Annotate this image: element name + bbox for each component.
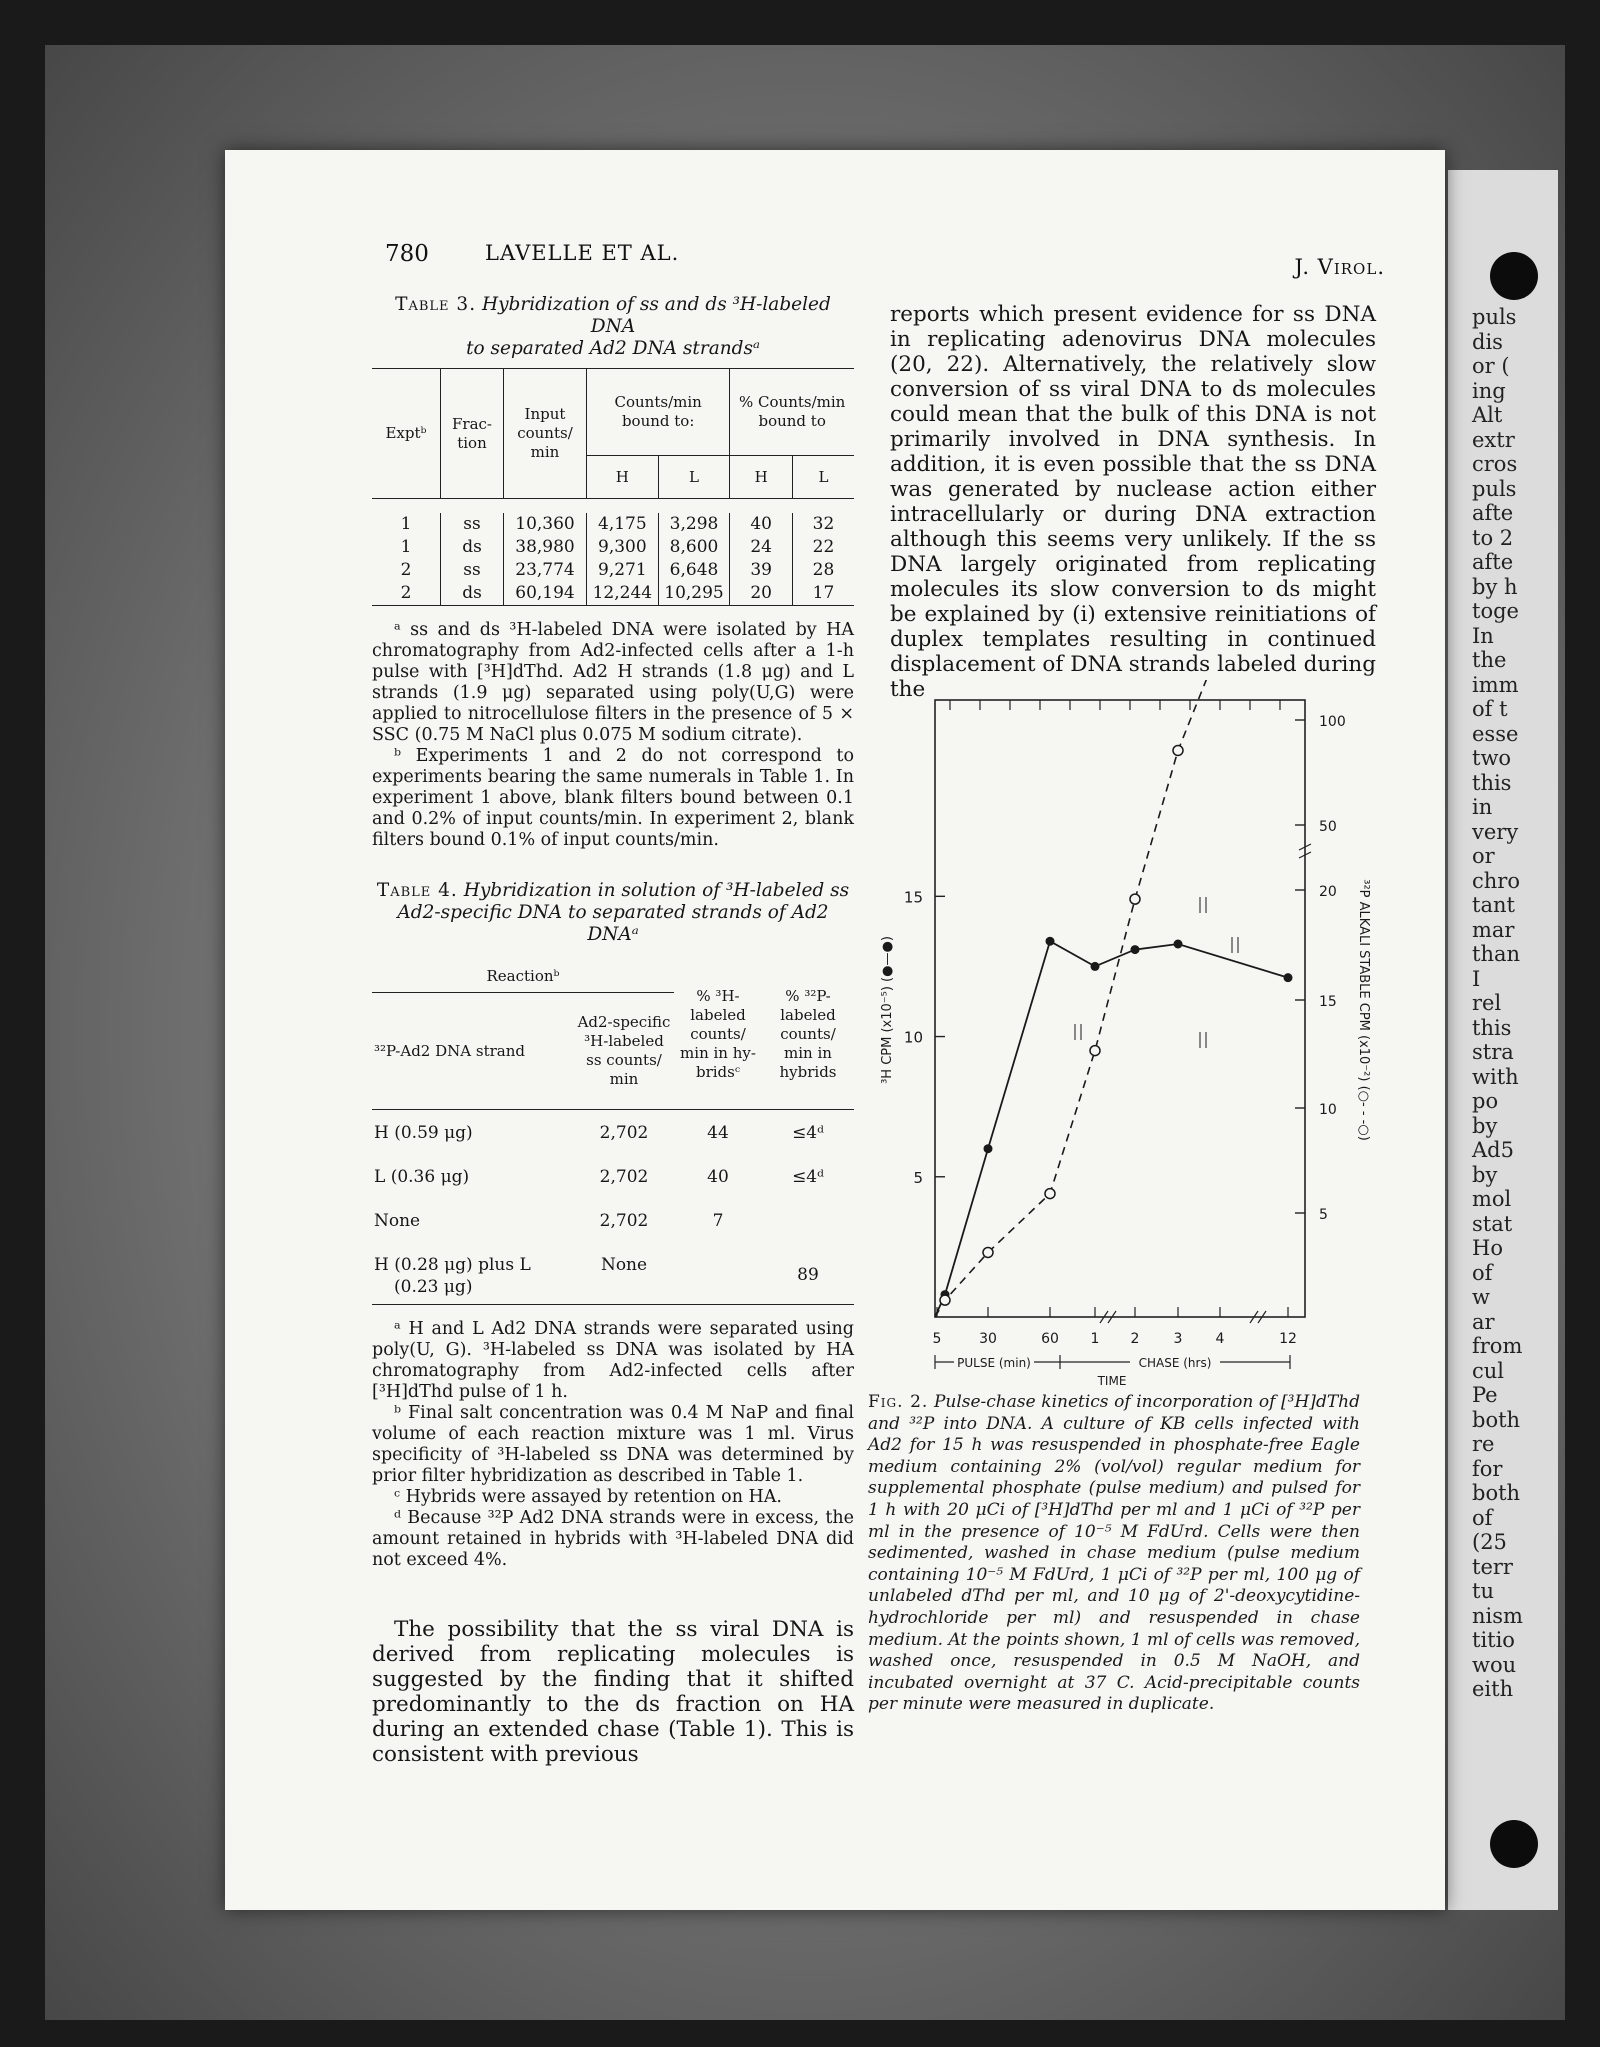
adjacent-page-fragment: this: [1472, 1015, 1512, 1040]
adjacent-page-fragment: with: [1472, 1064, 1519, 1089]
adjacent-page-fragment: dis: [1472, 329, 1503, 354]
y-right-tick-label: 5: [1319, 1207, 1328, 1223]
adjacent-page-text: [1448, 170, 1558, 1702]
table-row: None 2,702 7: [374, 1211, 724, 1231]
series-3h-point: [1131, 945, 1140, 954]
adjacent-page-fragment: by: [1472, 1162, 1498, 1187]
adjacent-page-fragment: by: [1472, 1113, 1498, 1138]
line-break-mark: [1075, 1024, 1081, 1040]
table-row: 2 ds 60,194 12,244 10,295 20 17: [372, 582, 854, 606]
adjacent-page-fragment: eith: [1472, 1677, 1514, 1701]
adjacent-page-fragment: po: [1472, 1089, 1499, 1113]
adjacent-page-fragment: puls: [1472, 305, 1517, 329]
table-row: H (0.28 μg) plus L (0.23 μg) None 89: [372, 1254, 854, 1305]
t4-footnote-c: ᶜ Hybrids were assayed by retention on HA.: [394, 1487, 782, 1507]
adjacent-page-fragment: rel: [1472, 991, 1502, 1015]
x-tick-label: 4: [1215, 1331, 1225, 1347]
page-number: 780: [385, 241, 429, 267]
series-32p-point: [1173, 745, 1183, 755]
series-32p-line: [935, 680, 1288, 1317]
adjacent-page-fragment: cros: [1472, 452, 1518, 476]
adjacent-page-fragment: In: [1472, 623, 1494, 648]
adjacent-page-fragment: the: [1472, 648, 1507, 672]
adjacent-page-fragment: tu: [1472, 1579, 1494, 1603]
t3-footnote-a: ᵃ ss and ds ³H-labeled DNA were isolated by HA chromatography from Ad2-infected cells after a 1-h pulse with [³H]dThd. Ad2 H strands (1.8 μg) and L strands (1.9 μg) separated using poly(U,G) were applied to nitrocellulose filters in the presence of 5 × SSC (0.75 M NaCl plus 0.075 M sodium citrate).: [372, 620, 854, 745]
pulse-label: PULSE (min): [957, 1356, 1031, 1370]
running-header: [385, 241, 1385, 279]
table4-caption: Table 4. Hybridization in solution of ³H-labeled ss Ad2-specific DNA to separated strands of Ad2 DNAᵃ: [376, 880, 850, 945]
adjacent-page-fragment: afte: [1472, 501, 1514, 525]
series-32p-point: [1045, 1189, 1055, 1199]
t4-col-strand: ³²P-Ad2 DNA strand: [372, 993, 574, 1110]
y-right-tick-label: 50: [1319, 819, 1337, 835]
adjacent-page-strip: [1448, 170, 1558, 1910]
adjacent-page-fragment: or: [1472, 844, 1495, 868]
adjacent-page-fragment: by h: [1472, 574, 1518, 599]
adjacent-page-fragment: very: [1472, 819, 1519, 844]
series-3h-point: [1046, 937, 1055, 946]
x-axis-label: TIME: [1097, 1374, 1127, 1388]
t3-col-input: Input counts/ min: [504, 369, 587, 499]
t3-sub-pl: L: [792, 456, 854, 499]
adjacent-page-fragment: mar: [1472, 917, 1515, 942]
adjacent-page-fragment: two: [1472, 746, 1512, 770]
y-right-tick-label: 10: [1319, 1102, 1337, 1118]
line-break-mark: [1200, 1032, 1206, 1048]
x-tick-label: 12: [1279, 1331, 1297, 1347]
adjacent-page-fragment: of t: [1472, 697, 1508, 721]
t4-footnote-a: ᵃ H and L Ad2 DNA strands were separated using poly(U, G). ³H-labeled ss DNA was isolated by HA chromatography from Ad2-infected cells after [³H]dThd pulse of 1 h.: [372, 1319, 854, 1402]
table-row: L (0.36 μg) 2,702 40 ≤4ᵈ: [374, 1167, 824, 1187]
adjacent-page-fragment: chro: [1472, 868, 1520, 893]
y-left-tick-label: 10: [903, 1028, 923, 1047]
x-tick-label: 30: [979, 1331, 997, 1347]
pulse-chase-chart: [870, 680, 1400, 1390]
adjacent-page-fragment: both: [1472, 1407, 1521, 1432]
y-right-axis-label: ³²P ALKALI STABLE CPM (x10⁻²) (○- - -○): [1356, 879, 1371, 1141]
table3-footnotes: [372, 620, 854, 851]
table4-block: [372, 880, 854, 1571]
y-left-axis-label: ³H CPM (x10⁻⁵) (●—●): [880, 936, 895, 1084]
table4: [372, 960, 854, 1305]
table3-caption: Table 3. Hybridization of ss and ds ³H-labeled DNA to separated Ad2 DNA strandsᵃ: [395, 294, 831, 359]
t3-sub-h: H: [587, 456, 659, 499]
adjacent-page-fragment: ing: [1472, 378, 1506, 403]
plot-frame: [935, 700, 1305, 1317]
series-3h-point: [1091, 962, 1100, 971]
y-left-tick-label: 15: [903, 888, 923, 907]
adjacent-page-fragment: extr: [1472, 427, 1515, 452]
adjacent-page-fragment: ar: [1472, 1309, 1495, 1334]
adjacent-page-fragment: nism: [1472, 1603, 1523, 1628]
right-body-text: reports which present evidence for ss DNA in replicating adenovirus DNA molecules (20, 22). Alternatively, the relatively slow conversion of ss viral DNA to ds molecules could mean that the bulk of this DNA is not primarily involved in DNA synthesis. In addition, it is even possible that the ss DNA was generated by nuclease action either intracellularly or during DNA extraction although this seems very unlikely. If the ss DNA largely originated from replicating molecules its slow conversion to ds might be explained by (i) extensive reinitiations of duplex templates resulting in continued displacement of DNA strands labeled during the: [890, 302, 1376, 702]
t4-col-reaction: Reactionᵇ: [372, 960, 674, 993]
adjacent-page-fragment: this: [1472, 770, 1512, 795]
binder-hole-bottom: [1490, 1820, 1538, 1868]
left-body-text: The possibility that the ss viral DNA is derived from replicating molecules is suggested by the finding that it shifted predominantly to the ds fraction on HA during an extended chase (Table 1). This is consistent with previous: [372, 1617, 854, 1767]
table4-footnotes: [372, 1319, 854, 1571]
table-row: 2 ss 23,774 9,271 6,648 39 28: [372, 559, 854, 582]
y-right-tick-label: 15: [1319, 994, 1337, 1010]
adjacent-page-fragment: Pe: [1472, 1383, 1498, 1407]
adjacent-page-fragment: tant: [1472, 893, 1515, 917]
y-right-tick-label: 100: [1319, 714, 1346, 730]
adjacent-page-fragment: than: [1472, 942, 1521, 966]
series-32p-point: [1090, 1046, 1100, 1056]
table-row: 1 ss 10,360 4,175 3,298 40 32: [372, 513, 854, 536]
series-3h-point: [1174, 939, 1183, 948]
t3-col-counts: Counts/min bound to:: [587, 369, 730, 456]
t4-col-32p: % ³²P-labeled counts/ min in hybrids: [762, 960, 854, 1110]
series-32p-point: [1130, 894, 1140, 904]
adjacent-page-fragment: puls: [1472, 476, 1517, 501]
series-3h-line: [935, 941, 1288, 1317]
adjacent-page-fragment: re: [1472, 1432, 1495, 1456]
x-tick-label: 60: [1041, 1331, 1059, 1347]
adjacent-page-fragment: Ad5: [1472, 1138, 1514, 1162]
adjacent-page-fragment: w: [1472, 1285, 1490, 1309]
chase-label: CHASE (hrs): [1138, 1356, 1212, 1370]
table3-block: [372, 294, 854, 851]
adjacent-page-fragment: or (: [1472, 354, 1510, 378]
table3: [372, 368, 854, 606]
adjacent-page-fragment: afte: [1472, 550, 1514, 574]
adjacent-page-fragment: of: [1472, 1260, 1493, 1285]
figure-2: [870, 680, 1400, 1390]
series-3h-point: [984, 1144, 993, 1153]
adjacent-page-fragment: to 2: [1472, 525, 1514, 550]
y-left-tick-label: 5: [913, 1168, 923, 1187]
adjacent-page-fragment: wou: [1472, 1652, 1517, 1677]
adjacent-page-fragment: of: [1472, 1505, 1493, 1530]
adjacent-page-fragment: I: [1472, 966, 1481, 991]
adjacent-page-fragment: Ho: [1472, 1236, 1503, 1260]
t3-sub-ph: H: [730, 456, 793, 499]
t4-col-3h: % ³H-labeled counts/ min in hy-bridsᶜ: [674, 960, 762, 1110]
adjacent-page-fragment: for: [1472, 1456, 1503, 1481]
x-tick-label: 2: [1130, 1331, 1140, 1347]
x-tick-label: 3: [1173, 1331, 1183, 1347]
line-break-mark: [1200, 897, 1206, 913]
t3-footnote-b: ᵇ Experiments 1 and 2 do not correspond to experiments bearing the same numerals in Table 1. In experiment 1 above, blank filters bound between 0.1 and 0.2% of input counts/min. In experiment 2, blank filters bound 0.1% of input counts/min.: [372, 746, 854, 850]
series-3h-point: [1284, 973, 1293, 982]
series-32p-point: [983, 1247, 993, 1257]
t3-col-expt: Exptᵇ: [372, 369, 441, 499]
t3-col-pct: % Counts/min bound to: [730, 369, 854, 456]
x-tick-label: 1: [1090, 1331, 1100, 1347]
adjacent-page-fragment: toge: [1472, 599, 1519, 623]
adjacent-page-fragment: from: [1472, 1334, 1523, 1358]
journal-name: J. Virol.: [1294, 255, 1385, 279]
adjacent-page-fragment: terr: [1472, 1554, 1513, 1579]
running-authors: LAVELLE ET AL.: [485, 241, 680, 265]
binder-hole-top: [1490, 252, 1538, 300]
adjacent-page-fragment: (25: [1472, 1530, 1507, 1554]
t4-footnote-b: ᵇ Final salt concentration was 0.4 M NaP and final volume of each reaction mixture was 1 ml. Virus specificity of ³H-labeled ss DNA was determined by prior filter hybridization as described in Table 1.: [372, 1403, 854, 1486]
adjacent-page-fragment: esse: [1472, 721, 1519, 746]
table-row: H (0.59 μg) 2,702 44 ≤4ᵈ: [374, 1123, 824, 1143]
figure-2-caption: Fig. 2. Pulse-chase kinetics of incorporation of [³H]dThd and ³²P into DNA. A culture of KB cells infected with Ad2 for 15 h was resuspended in phosphate-free Eagle medium containing 2% (vol/vol) regular medium for supplemental phosphate (pulse medium) and pulsed for 1 h with 20 μCi of [³H]dThd per ml and 1 μCi of ³²P per ml in the presence of 10⁻⁵ M FdUrd. Cells were then sedimented, washed in chase medium (pulse medium containing 10⁻⁵ M FdUrd, 1 μCi of ³²P per ml, 100 μg of unlabeled dThd per ml, and 10 μg of 2'-deoxycytidine-hydrochloride per ml) and resuspended in chase medium. At the points shown, 1 ml of cells was removed, washed once, resuspended in 0.5 M NaOH, and incubated overnight at 37 C. Acid-precipitable counts per minute were measured in duplicate.: [868, 1392, 1360, 1715]
t3-sub-l: L: [658, 456, 730, 499]
line-break-mark: [1232, 937, 1238, 953]
series-32p-point: [940, 1295, 950, 1305]
t4-footnote-d: ᵈ Because ³²P Ad2 DNA strands were in excess, the amount retained in hybrids with ³H-labeled DNA did not exceed 4%.: [372, 1508, 854, 1570]
t4-col-ss: Ad2-specific ³H-labeled ss counts/ min: [574, 993, 674, 1110]
adjacent-page-fragment: in: [1472, 795, 1493, 819]
adjacent-page-fragment: mol: [1472, 1187, 1512, 1211]
adjacent-page-fragment: both: [1472, 1481, 1521, 1505]
adjacent-page-fragment: stat: [1472, 1211, 1513, 1236]
x-tick-label: 5: [932, 1331, 942, 1347]
t3-col-fraction: Frac-tion: [441, 369, 504, 499]
adjacent-page-fragment: imm: [1472, 672, 1519, 697]
adjacent-page-fragment: stra: [1472, 1040, 1514, 1064]
table-row: 1 ds 38,980 9,300 8,600 24 22: [372, 536, 854, 559]
y-right-tick-label: 20: [1319, 884, 1337, 900]
adjacent-page-fragment: Alt: [1472, 403, 1503, 427]
adjacent-page-fragment: cul: [1472, 1358, 1505, 1383]
adjacent-page-fragment: titio: [1472, 1628, 1515, 1652]
